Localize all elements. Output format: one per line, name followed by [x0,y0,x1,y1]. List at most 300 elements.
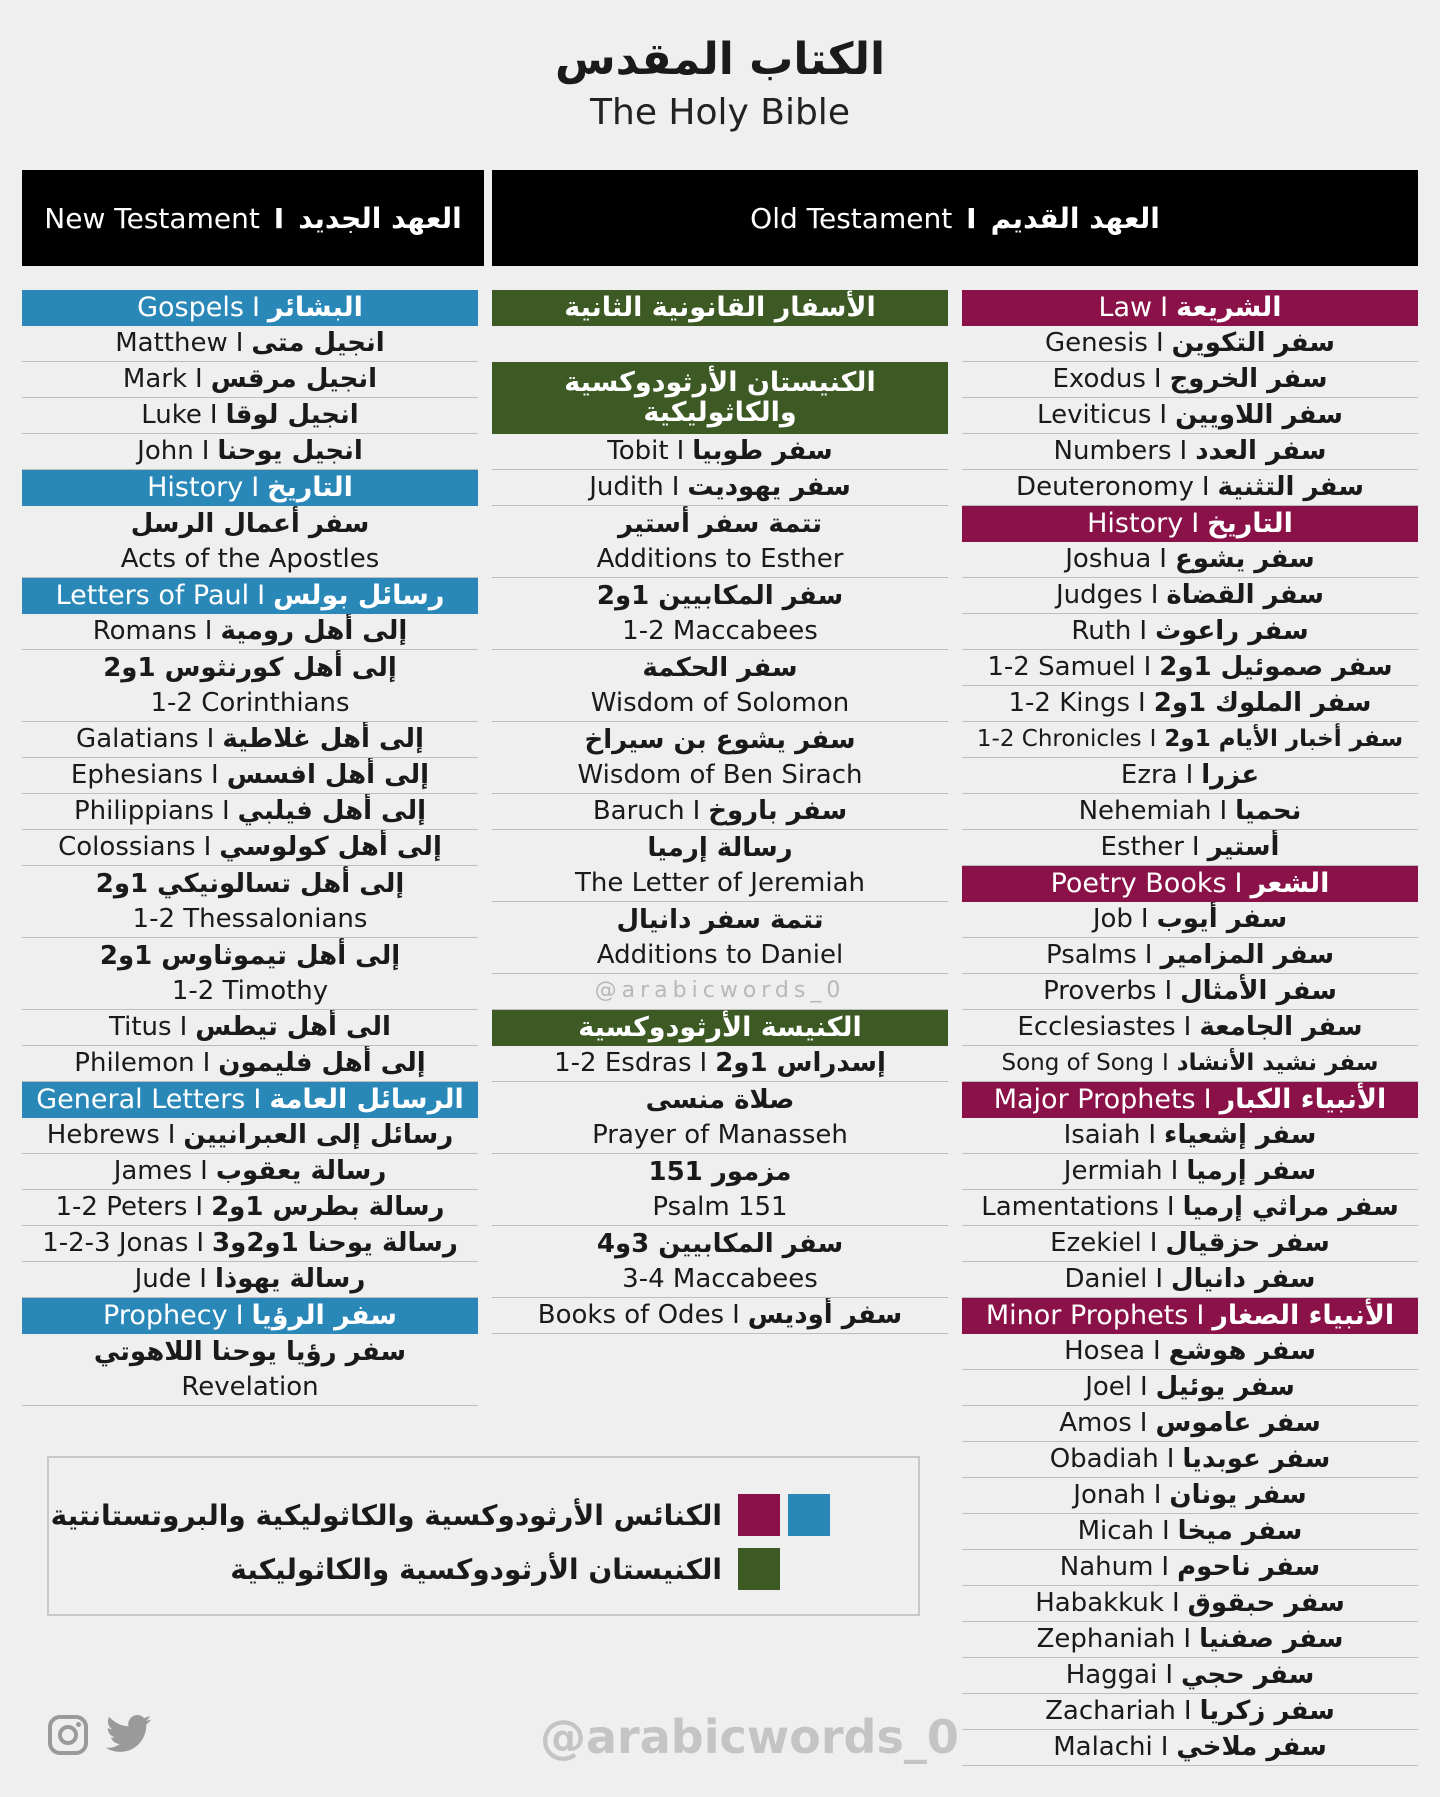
book-name-en: History [1087,508,1184,540]
separator: I [732,1300,740,1331]
book-name-en: 1-2 Chronicles [976,725,1142,752]
separator: I [1196,1300,1205,1332]
book-row [962,326,1418,362]
separator: I [1161,1552,1170,1583]
book-name-en: Song of Song [1001,1049,1154,1076]
book-row [22,902,478,938]
book-row [492,542,948,578]
new-testament-title-en: New Testament [44,201,260,235]
book-row [962,1442,1418,1478]
separator: I [1160,292,1169,324]
book-row [962,974,1418,1010]
separator: I [167,1120,176,1151]
book-name-en: @arabicwords_0 [594,978,846,1004]
book-row [492,1118,948,1154]
separator: I [671,472,680,503]
book-row [962,686,1418,722]
book-name-ar: رسالة يعقوب [215,1156,387,1187]
book-name-en: 1-2 Samuel [987,652,1136,683]
book-row [962,830,1418,866]
book-name-ar: سفر طوبيا [692,436,833,467]
book-name-en: Prayer of Manasseh [592,1120,848,1151]
book-row [22,938,478,974]
book-name-ar: الأنبياء الكبار [1219,1084,1387,1116]
book-name-ar: سفر حجي [1181,1660,1315,1691]
book-name-en: Matthew [115,328,228,359]
book-row [22,1262,478,1298]
separator: I [1153,1480,1162,1511]
legend-box [47,1456,920,1616]
section-header-arabic-0 [492,290,948,326]
book-name-ar: الشريعة [1176,292,1282,324]
book-name-en: Mark [122,364,188,395]
book-name-ar: سفر ملاخي [1176,1732,1327,1763]
old-testament-column [962,290,1418,1766]
book-name-en: 3-4 Maccabees [622,1264,818,1295]
book-row [962,1550,1418,1586]
book-row [962,1622,1418,1658]
book-row [962,398,1418,434]
book-name-ar: إلى أهل كورنثوس 1و2 [103,652,397,683]
book-row [492,470,948,506]
book-name-ar: إلى أهل كولوسي [219,832,442,863]
book-row [492,614,948,650]
book-name-en: Haggai [1065,1660,1158,1691]
book-row [962,1370,1418,1406]
book-name-ar: إلى أهل فليمون [218,1048,426,1079]
book-name-en: Ezra [1120,760,1178,791]
book-name-ar: سفر نشيد الأنشاد [1176,1049,1379,1076]
book-row [962,434,1418,470]
book-name-en: Malachi [1053,1732,1153,1763]
book-name-en: Law [1098,292,1153,324]
separator: I [1139,1408,1148,1439]
separator: I [692,796,701,827]
book-row [22,974,478,1010]
separator: I [699,1048,708,1079]
book-row [962,902,1418,938]
book-row [492,578,948,614]
book-name-ar: سفر دانيال [1171,1264,1316,1295]
separator: I [257,580,266,612]
separator: I [235,1300,244,1332]
separator: I [1185,760,1194,791]
book-name-ar: رسالة يوحنا 1و2و3 [212,1228,458,1259]
book-name-en: Tobit [607,436,669,467]
book-row [492,1262,948,1298]
book-name-ar: سفر صفنيا [1199,1624,1344,1655]
book-row [22,794,478,830]
book-name-ar: مزمور 151 [648,1156,792,1187]
separator: I [1144,940,1153,971]
book-row [492,830,948,866]
separator: I [1170,1156,1179,1187]
book-row [492,506,948,542]
book-row [22,722,478,758]
separator: I [1183,1012,1192,1043]
book-row [22,830,478,866]
book-name-ar: الأنبياء الصغار [1212,1300,1395,1332]
book-name-en: General Letters [36,1084,246,1116]
book-name-en: Ruth [1071,616,1132,647]
book-name-ar: رسائل إلى العبرانيين [183,1120,454,1151]
separator: I [1140,904,1149,935]
book-name-ar: الأسفار القانونية الثانية [564,292,876,324]
page-title-arabic: الكتاب المقدس [554,34,886,85]
book-name-ar: الرسائل العامة [269,1084,464,1116]
section-header-general-letters [22,1082,478,1118]
book-name-en: Habakkuk [1035,1588,1164,1619]
book-name-ar: رسالة بطرس 1و2 [211,1192,445,1223]
section-header-major-prophets [962,1082,1418,1118]
book-name-ar: سفر يشوع بن سيراخ [584,724,856,755]
header-separator: I [966,201,977,235]
book-name-en: Philemon [74,1048,195,1079]
separator: I [1191,508,1200,540]
separator: I [1161,1516,1170,1547]
book-name-ar: سفر زكريا [1199,1696,1335,1727]
book-row [962,938,1418,974]
book-row [22,362,478,398]
book-name-ar: تتمة سفر دانيال [616,904,824,935]
separator: I [253,1084,262,1116]
old-testament-title-en: Old Testament [750,201,953,235]
book-name-en: 1-2 Kings [1008,688,1131,719]
separator: I [1191,832,1200,863]
book-row [22,650,478,686]
book-name-ar: سفر إرميا [1186,1156,1317,1187]
book-name-ar: سفر الرؤيا [251,1300,397,1332]
book-row [962,578,1418,614]
book-name-en: Daniel [1064,1264,1148,1295]
book-row [962,1046,1418,1082]
book-row [492,650,948,686]
book-name-ar: سفر راعوث [1155,616,1309,647]
book-name-ar: رسائل بولس [273,580,445,612]
book-name-en: Jermiah [1063,1156,1163,1187]
book-name-en: Job [1092,904,1133,935]
book-row [962,794,1418,830]
book-name-en: John [137,436,194,467]
book-name-en: Jonah [1073,1480,1146,1511]
separator: I [1171,1588,1180,1619]
book-row [492,1154,948,1190]
separator: I [206,724,215,755]
book-name-ar: سفر هوشع [1168,1336,1316,1367]
book-name-ar: إلى أهل تيموثاوس 1و2 [99,940,401,971]
book-name-en: Titus [109,1012,172,1043]
separator: I [1150,580,1159,611]
book-name-en: Wisdom of Solomon [590,688,850,719]
spacer-row [492,326,948,362]
book-name-en: Hosea [1064,1336,1146,1367]
book-row [492,1298,948,1334]
section-header-history [962,506,1418,542]
book-name-en: Philippians [73,796,214,827]
twitter-icon[interactable] [106,1714,152,1758]
book-name-en: Additions to Daniel [596,940,844,971]
book-name-ar: سفر حبقوق [1187,1588,1345,1619]
new-testament-title-ar: العهد الجديد [298,201,462,235]
book-name-ar: سفر باروخ [708,796,848,827]
book-row [962,1118,1418,1154]
book-name-ar: سفر أوديس [747,1300,903,1331]
book-name-en: Letters of Paul [55,580,250,612]
book-name-ar: إلى أهل غلاطية [222,724,424,755]
book-name-en: Obadiah [1049,1444,1159,1475]
book-name-ar: الى أهل تيطس [195,1012,391,1043]
book-name-ar: سفر الملوك 1و2 [1153,688,1372,719]
separator: I [200,1156,208,1187]
book-name-ar: سفر أيوب [1156,904,1288,935]
separator: I [1138,688,1146,719]
separator: I [676,436,685,467]
book-name-en: 1-2-3 Jonas [42,1228,189,1259]
book-name-ar: أستير [1207,832,1280,863]
footer-handle[interactable]: @arabicwords_0 [540,1710,959,1764]
separator: I [1155,328,1164,359]
book-name-ar: سفر حزقيال [1165,1228,1330,1259]
book-row [962,362,1418,398]
book-row [962,1694,1418,1730]
separator: I [1234,868,1243,900]
book-name-ar: سفر أعمال الرسل [130,508,370,539]
book-name-en: History [147,472,244,504]
instagram-icon[interactable] [47,1714,89,1760]
book-name-en: 1-2 Timothy [171,976,329,1007]
book-name-en: Deuteronomy [1016,472,1194,503]
separator: I [203,832,212,863]
separator: I [195,364,203,395]
book-row [492,1226,948,1262]
book-name-ar: إلى أهل رومية [220,616,408,647]
separator: I [251,472,260,504]
book-name-en: Hebrews [46,1120,160,1151]
legend-text-two: الكنيستان الأرثودوكسية والكاثوليكية [230,1552,722,1586]
book-row [22,398,478,434]
book-name-ar: انجيل يوحنا [217,436,363,467]
book-name-ar: سفر يهوديت [687,472,851,503]
separator: I [221,796,230,827]
book-name-en: 1-2 Esdras [554,1048,692,1079]
book-name-en: Ezekiel [1050,1228,1142,1259]
separator: I [1159,400,1168,431]
separator: I [1219,796,1228,827]
book-name-ar: سفر عاموس [1155,1408,1321,1439]
separator: I [1166,1192,1175,1223]
separator: I [1201,472,1210,503]
book-row [22,1154,478,1190]
book-row [492,1046,948,1082]
separator: I [1143,652,1152,683]
book-row [22,1118,478,1154]
book-row [22,434,478,470]
book-name-ar: الشعر [1250,868,1330,900]
section-header-poetry-books [962,866,1418,902]
book-name-en: Baruch [592,796,685,827]
deuterocanonical-column [492,290,948,1334]
book-row [962,1406,1418,1442]
book-name-en: Numbers [1053,436,1172,467]
section-header-letters-of-paul [22,578,478,614]
book-name-ar: إلى أهل تسالونيكي 1و2 [95,868,405,899]
separator: I [1149,725,1157,752]
book-name-en: Esther [1100,832,1184,863]
book-name-en: James [113,1156,193,1187]
book-name-en: Poetry Books [1050,868,1227,900]
separator: I [1162,1049,1169,1076]
separator: I [209,400,218,431]
separator: I [1203,1084,1212,1116]
book-row [962,1658,1418,1694]
book-row [22,1226,478,1262]
old-testament-header [492,170,1418,266]
book-name-en: 1-2 Peters [55,1192,188,1223]
book-name-en: Psalm 151 [652,1192,788,1223]
book-name-ar: انجيل مرقس [210,364,378,395]
separator: I [204,616,213,647]
legend-item-all-churches [51,1494,830,1536]
legend-text-all: الكنائس الأرثودوكسية والكاثوليكية والبروتستانتية [50,1498,722,1532]
separator: I [179,1012,188,1043]
book-name-en: Galatians [76,724,199,755]
book-name-ar: سفر المزامير [1160,940,1335,971]
separator: I [1149,1228,1158,1259]
book-row [962,1334,1418,1370]
blue-swatch [788,1494,830,1536]
book-name-en: Revelation [181,1372,319,1403]
book-name-en: Colossians [58,832,196,863]
book-row [962,1478,1418,1514]
book-name-en: Genesis [1045,328,1148,359]
book-name-ar: سفر اللاويين [1175,400,1343,431]
book-row [22,758,478,794]
book-name-en: Lamentations [981,1192,1159,1223]
book-row [492,794,948,830]
book-name-ar: نحميا [1235,796,1302,827]
book-name-en: Joel [1085,1372,1132,1403]
old-testament-title-ar: العهد القديم [990,201,1160,235]
book-name-ar: سفر الحكمة [642,652,798,683]
separator: I [1139,1372,1148,1403]
book-row [962,1586,1418,1622]
book-name-en: 1-2 Thessalonians [132,904,368,935]
book-name-en: Zephaniah [1036,1624,1176,1655]
book-row [492,758,948,794]
new-testament-header [22,170,484,266]
green-swatch [738,1548,780,1590]
book-name-ar: سفر أخبار الأيام 1و2 [1164,725,1404,752]
book-row [492,902,948,938]
book-name-en: Nahum [1059,1552,1154,1583]
separator: I [1165,1660,1174,1691]
book-row [492,866,948,902]
book-row [22,1010,478,1046]
book-name-en: Judith [589,472,664,503]
book-name-ar: سفر مراثي إرميا [1182,1192,1399,1223]
book-row [22,506,478,542]
book-name-en: Romans [92,616,197,647]
book-name-ar: سفر يونان [1169,1480,1307,1511]
book-name-en: Joshua [1065,544,1152,575]
book-name-ar: سفر المكابيين 1و2 [596,580,844,611]
book-name-ar: صلاة منسى [645,1084,795,1115]
book-name-ar: سفر القضاة [1166,580,1324,611]
book-name-ar: رسالة يهوذا [214,1264,366,1295]
book-name-en: Minor Prophets [985,1300,1189,1332]
book-name-ar: التاريخ [267,472,353,504]
book-row [962,1514,1418,1550]
book-name-en: Books of Odes [537,1300,725,1331]
book-name-ar: سفر الجامعة [1199,1012,1363,1043]
book-name-ar: سفر التثنية [1217,472,1364,503]
book-row [492,686,948,722]
book-row [22,542,478,578]
book-name-en: Micah [1077,1516,1154,1547]
book-name-en: Amos [1059,1408,1132,1439]
book-row [962,1154,1418,1190]
book-row [492,1190,948,1226]
book-row [962,722,1418,758]
book-name-en: Jude [134,1264,192,1295]
separator: I [202,1048,211,1079]
book-name-en: Zachariah [1045,1696,1176,1727]
book-name-en: Wisdom of Ben Sirach [577,760,863,791]
book-row [962,470,1418,506]
book-name-ar: سفر يوئيل [1155,1372,1295,1403]
book-name-ar: سفر الأمثال [1180,976,1337,1007]
book-row [492,434,948,470]
section-header-minor-prophets [962,1298,1418,1334]
separator: I [199,1264,207,1295]
separator: I [1183,1696,1192,1727]
separator: I [1179,436,1188,467]
book-row [962,1262,1418,1298]
book-name-ar: سفر عوبديا [1182,1444,1331,1475]
book-row [22,614,478,650]
book-row [22,866,478,902]
book-name-ar: سفر ميخا [1177,1516,1303,1547]
new-testament-column [22,290,478,1406]
watermark-handle [492,974,948,1010]
book-name-ar: سفر التكوين [1171,328,1335,359]
book-row [22,1370,478,1406]
separator: I [1160,1732,1169,1763]
section-header-law [962,290,1418,326]
book-row [962,1190,1418,1226]
separator: I [1153,1336,1161,1367]
book-name-en: Nehemiah [1078,796,1212,827]
separator: I [1166,1444,1175,1475]
book-name-ar: سفر العدد [1195,436,1327,467]
book-name-ar: سفر صموئيل 1و2 [1159,652,1393,683]
section-header-history [22,470,478,506]
book-name-en: Ecclesiastes [1017,1012,1176,1043]
book-name-en: Acts of the Apostles [120,544,380,575]
book-name-en: Leviticus [1037,400,1152,431]
book-name-ar: رسالة إرميا [647,832,793,863]
header-separator: I [273,201,285,235]
book-name-ar: انجيل لوقا [225,400,359,431]
book-row [492,1082,948,1118]
section-header-prophecy [22,1298,478,1334]
separator: I [1148,1120,1157,1151]
separator: I [1155,1264,1164,1295]
book-name-en: Prophecy [103,1300,228,1332]
book-name-en: Ephesians [70,760,204,791]
legend-item-two-churches [230,1548,830,1590]
book-row [22,326,478,362]
